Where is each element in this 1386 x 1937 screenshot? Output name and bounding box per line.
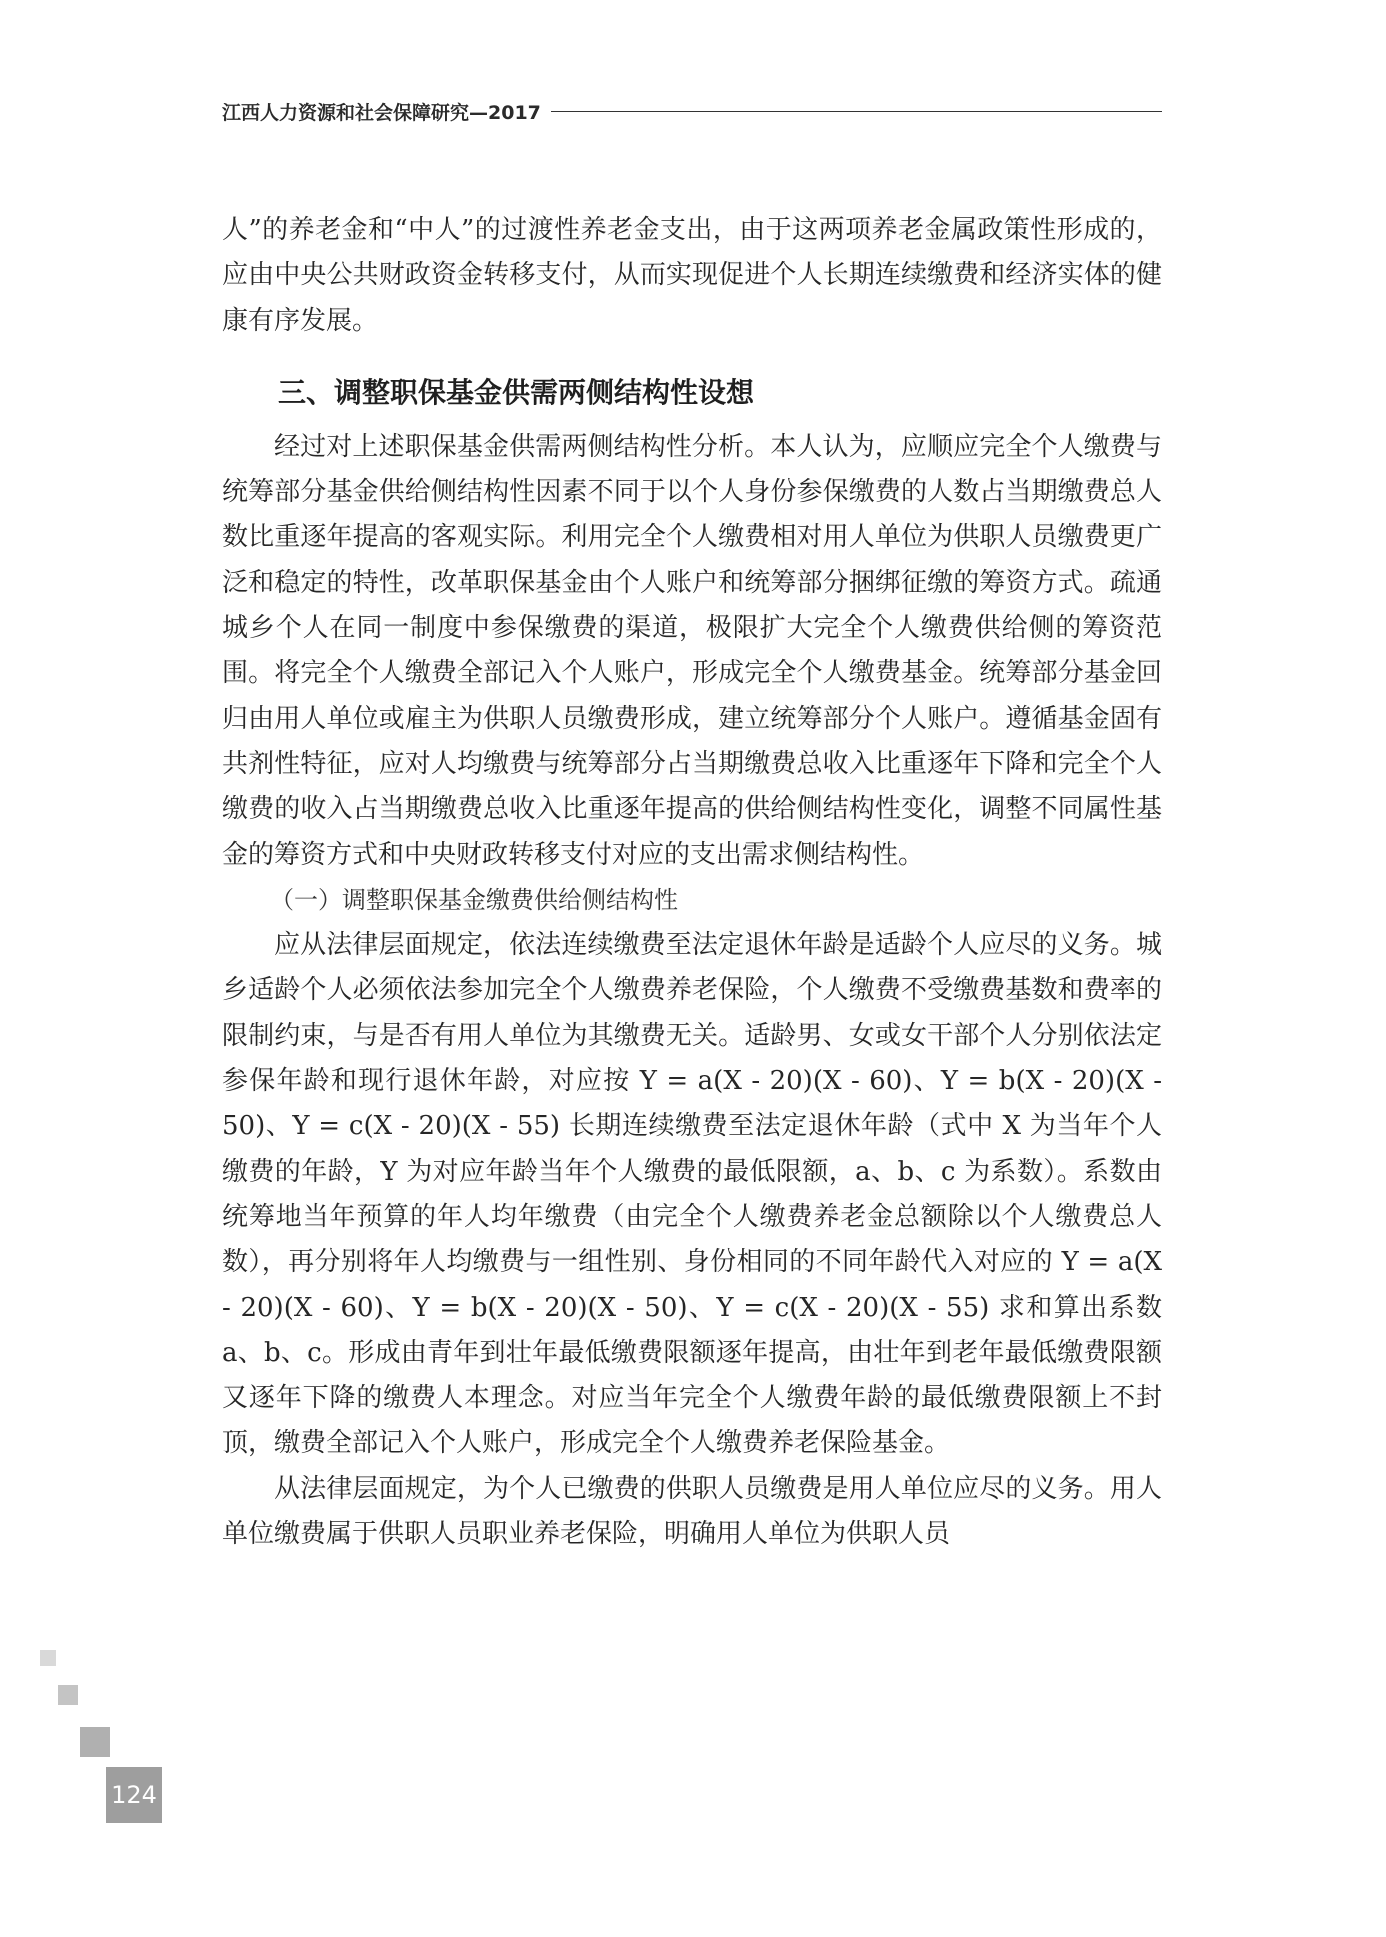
header-rule: [551, 111, 1162, 112]
paragraph-individual-contribution: 应从法律层面规定，依法连续缴费至法定退休年龄是适龄个人应尽的义务。城乡适龄个人必须依法参加完全个人缴费养老保险，个人缴费不受缴费基数和费率的限制约束，与是否有用人单位为其缴费无关。适龄男、女或女干部个人分别依法定参保年龄和现行退休年龄，对应按 Y = a(X - 20)(X - 60)、Y = b(X - 20)(X - 50)、Y = c(X - 20)(X - 55) 长期连续缴费至法定退休年龄（式中 X 为当年个人缴费的年龄，Y 为对应年龄当年个人缴费的最低限额，a、b、c 为系数）。系数由统筹地当年预算的年人均年缴费（由完全个人缴费养老金总额除以个人缴费总人数），再分别将年人均缴费与一组性别、身份相同的不同年龄代入对应的 Y = a(X - 20)(X - 60)、Y = b(X - 20)(X - 50)、Y = c(X - 20)(X - 55) 求和算出系数 a、b、c。形成由青年到壮年最低缴费限额逐年提高，由壮年到老年最低缴费限额又逐年下降的缴费人本理念。对应当年完全个人缴费年龄的最低缴费限额上不封顶，缴费全部记入个人账户，形成完全个人缴费养老保险基金。: [222, 930, 1162, 1459]
decor-square-medium: [58, 1685, 78, 1705]
body-text: [222, 208, 1162, 1557]
section-heading: 三、调整职保基金供需两侧结构性设想: [278, 375, 755, 409]
running-header-title: 江西人力资源和社会保障研究—2017: [222, 101, 541, 124]
running-header: [222, 96, 1162, 126]
decor-square-large: [80, 1727, 110, 1757]
subsection-heading: （一）调整职保基金缴费供给侧结构性: [270, 885, 678, 914]
decor-square-small: [40, 1650, 56, 1666]
paragraph-employer-contribution: 从法律层面规定，为个人已缴费的供职人员缴费是用人单位应尽的义务。用人单位缴费属于供职人员职业养老保险，明确用人单位为供职人员: [222, 1473, 1162, 1550]
paragraph-structural-analysis: 经过对上述职保基金供需两侧结构性分析。本人认为，应顺应完全个人缴费与统筹部分基金供给侧结构性因素不同于以个人身份参保缴费的人数占当期缴费总人数比重逐年提高的客观实际。利用完全个人缴费相对用人单位为供职人员缴费更广泛和稳定的特性，改革职保基金由个人账户和统筹部分捆绑征缴的筹资方式。疏通城乡个人在同一制度中参保缴费的渠道，极限扩大完全个人缴费供给侧的筹资范围。将完全个人缴费全部记入个人账户，形成完全个人缴费基金。统筹部分基金回归由用人单位或雇主为供职人员缴费形成，建立统筹部分个人账户。遵循基金固有共剂性特征，应对人均缴费与统筹部分占当期缴费总收入比重逐年下降和完全个人缴费的收入占当期缴费总收入比重逐年提高的供给侧结构性变化，调整不同属性基金的筹资方式和中央财政转移支付对应的支出需求侧结构性。: [222, 431, 1162, 870]
page-number: 124: [106, 1767, 162, 1823]
paragraph-continuation: 人”的养老金和“中人”的过渡性养老金支出，由于这两项养老金属政策性形成的，应由中央公共财政资金转移支付，从而实现促进个人长期连续缴费和经济实体的健康有序发展。: [222, 215, 1162, 336]
